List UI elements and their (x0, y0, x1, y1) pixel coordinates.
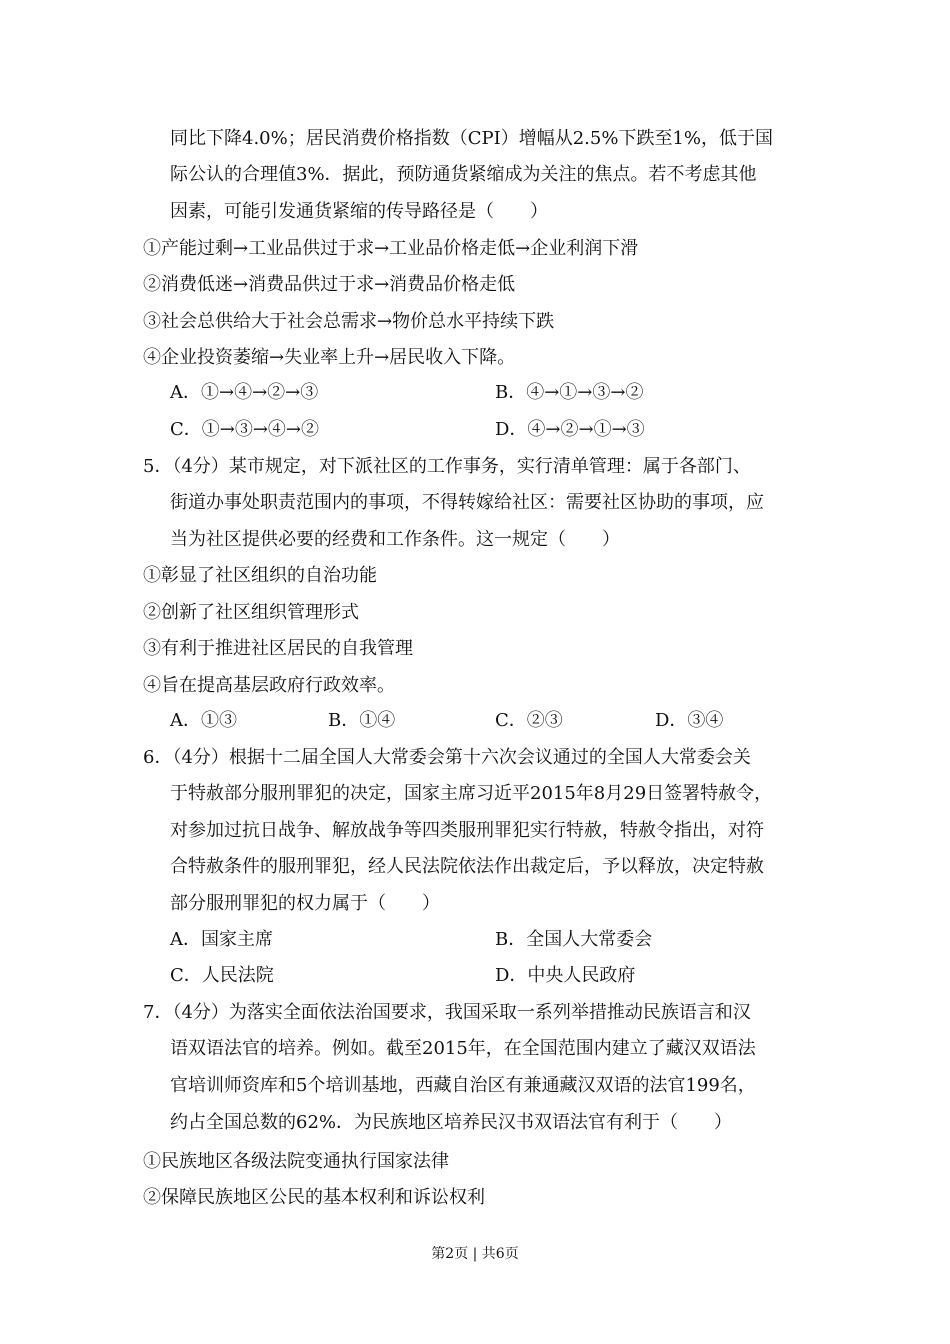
q5-text-line-1: 5．（4分）某市规定，对下派社区的工作事务，实行清单管理：属于各部门、 (143, 456, 751, 477)
q7-item-2: ②保障民族地区公民的基本权利和诉讼权利 (143, 1187, 485, 1208)
page-footer: 第2页 | 共6页 (431, 1246, 519, 1262)
q5-item-3: ③有利于推进社区居民的自我管理 (143, 638, 413, 659)
q5-text-line-2: 街道办事处职责范围内的事项，不得转嫁给社区：需要社区协助的事项，应 (170, 492, 764, 513)
q7-text-line-2: 语双语法官的培养。例如。截至2015年，在全国范围内建立了藏汉双语法 (170, 1038, 756, 1059)
q5-option-c: C．②③ (495, 710, 563, 731)
q6-text-line-5: 部分服刑罪犯的权力属于（ ） (170, 893, 440, 914)
q5-item-2: ②创新了社区组织管理形式 (143, 602, 359, 623)
q4-option-b: B．④→①→③→② (495, 382, 644, 403)
q6-option-b: B．全国人大常委会 (495, 929, 653, 950)
q4-text-line-3: 因素，可能引发通货紧缩的传导路径是（ ） (170, 201, 548, 222)
q5-option-d: D．③④ (655, 710, 724, 731)
q6-option-a: A．国家主席 (170, 929, 273, 950)
q4-option-c: C．①→③→④→② (170, 419, 320, 440)
q4-item-4: ④企业投资萎缩→失业率上升→居民收入下降。 (143, 347, 516, 368)
q6-option-c: C．人民法院 (170, 965, 274, 986)
q6-option-d: D．中央人民政府 (495, 965, 636, 986)
q6-text-line-4: 合特赦条件的服刑罪犯，经人民法院依法作出裁定后，予以释放，决定特赦 (170, 856, 764, 877)
q7-item-1: ①民族地区各级法院变通执行国家法律 (143, 1151, 449, 1172)
q7-text-line-1: 7．（4分）为落实全面依法治国要求，我国采取一系列举措推动民族语言和汉 (143, 1002, 751, 1023)
q6-text-line-1: 6．（4分）根据十二届全国人大常委会第十六次会议通过的全国人大常委会关 (143, 747, 751, 768)
q4-item-3: ③社会总供给大于社会总需求→物价总水平持续下跌 (143, 311, 555, 332)
q5-text-line-3: 当为社区提供必要的经费和工作条件。这一规定（ ） (170, 529, 620, 550)
q4-text-line-2: 际公认的合理值3%．据此，预防通货紧缩成为关注的焦点。若不考虑其他 (170, 164, 757, 185)
q4-text-line-1: 同比下降4.0%；居民消费价格指数（CPI）增幅从2.5%下跌至1%，低于国 (170, 128, 774, 149)
q7-text-line-4: 约占全国总数的62%．为民族地区培养民汉书双语法官有利于（ ） (170, 1112, 733, 1133)
q4-item-1: ①产能过剩→工业品供过于求→工业品价格走低→企业利润下滑 (143, 238, 639, 259)
q5-option-b: B．①④ (328, 710, 396, 731)
q6-text-line-2: 于特赦部分服刑罪犯的决定，国家主席习近平2015年8月29日签署特赦令， (170, 783, 773, 804)
q5-item-4: ④旨在提高基层政府行政效率。 (143, 675, 395, 696)
q4-item-2: ②消费低迷→消费品供过于求→消费品价格走低 (143, 274, 516, 295)
q5-option-a: A．①③ (170, 710, 237, 731)
q4-option-d: D．④→②→①→③ (495, 419, 645, 440)
q4-option-a: A．①→④→②→③ (170, 382, 319, 403)
q6-text-line-3: 对参加过抗日战争、解放战争等四类服刑罪犯实行特赦，特赦令指出，对符 (170, 820, 764, 841)
q5-item-1: ①彰显了社区组织的自治功能 (143, 565, 377, 586)
q7-text-line-3: 官培训师资库和5个培训基地，西藏自治区有兼通藏汉双语的法官199名， (170, 1075, 756, 1096)
